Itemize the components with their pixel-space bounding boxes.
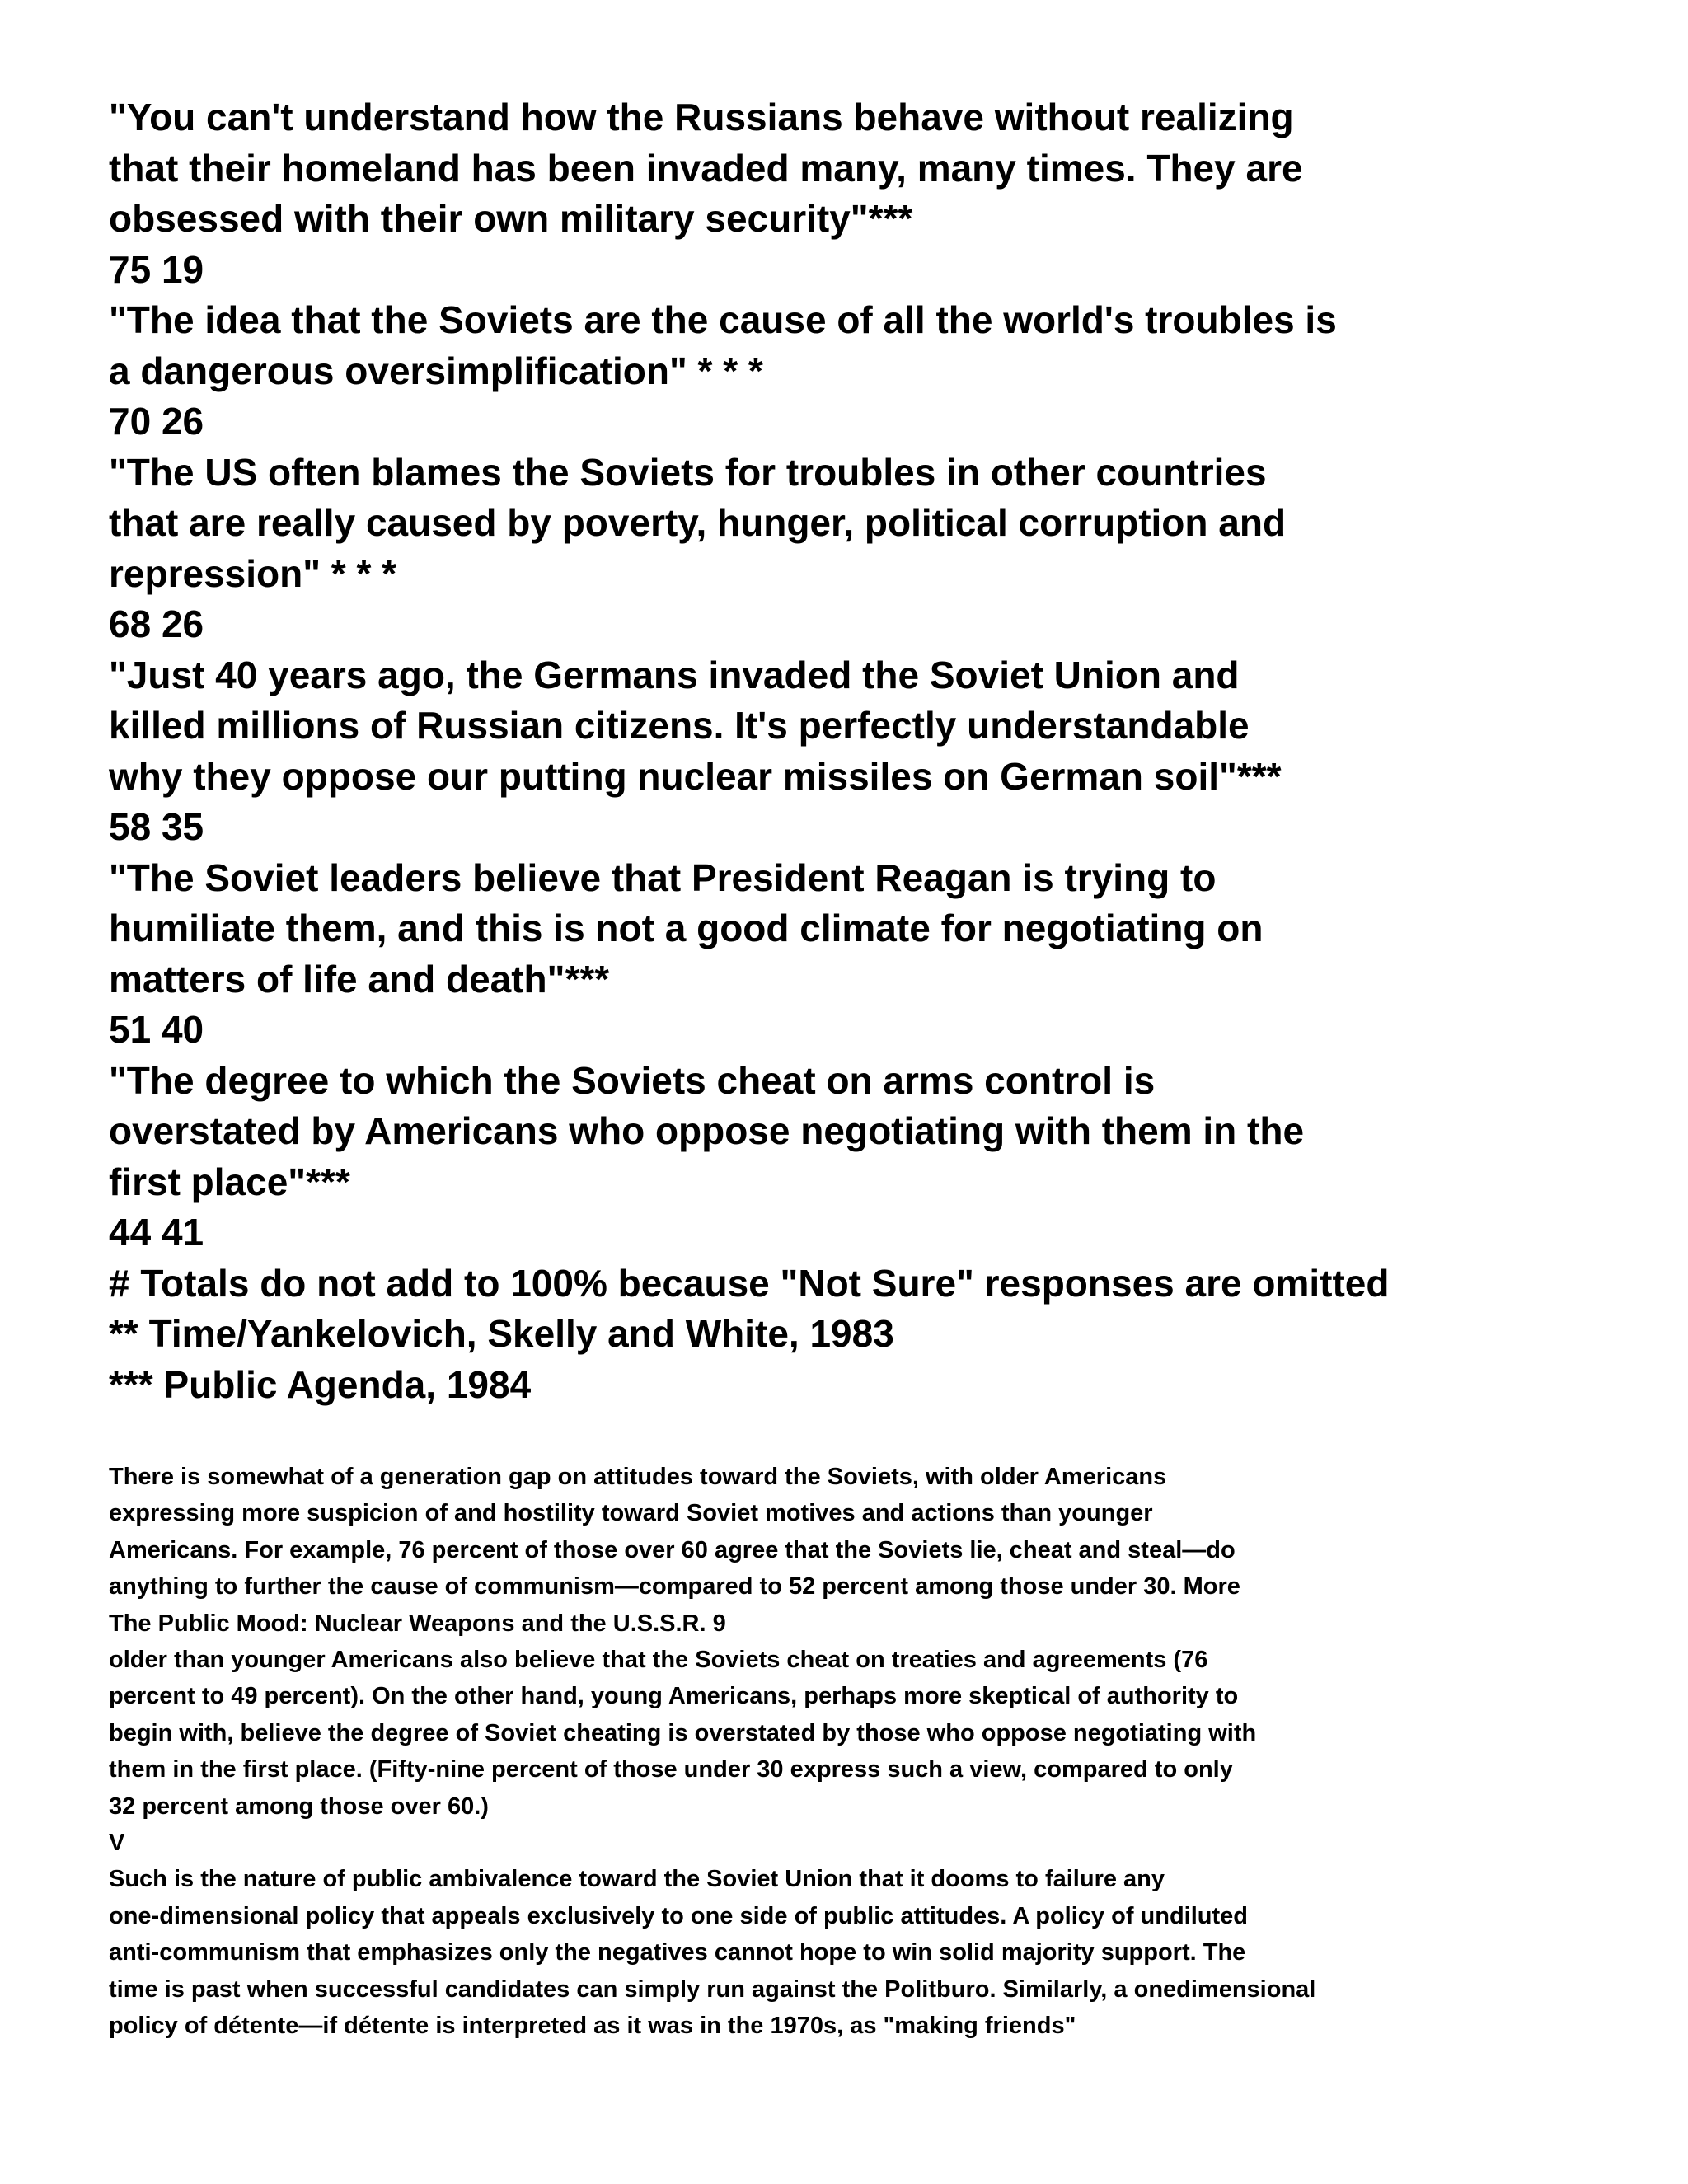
- body-text-line: begin with, believe the degree of Soviet cheating is overstated by those who oppose negotiating with: [109, 1719, 1257, 1746]
- survey-line: that are really caused by poverty, hunger, political corruption and: [109, 501, 1287, 544]
- survey-line: matters of life and death"***: [109, 957, 610, 1001]
- survey-line: why they oppose our putting nuclear missiles on German soil"***: [109, 754, 1282, 798]
- body-text-line: anti-communism that emphasizes only the negatives cannot hope to win solid majority support. The: [109, 1939, 1246, 1966]
- body-text-line: Such is the nature of public ambivalence toward the Soviet Union that it dooms to failure any: [109, 1866, 1165, 1893]
- survey-line: obsessed with their own military security"***: [109, 197, 913, 240]
- footnote-source: ** Time/Yankelovich, Skelly and White, 1983: [109, 1312, 894, 1355]
- body-text-line: them in the first place. (Fifty-nine percent of those under 30 express such a view, compared to only: [109, 1756, 1233, 1783]
- body-text-line: 32 percent among those over 60.): [109, 1793, 489, 1820]
- survey-line: killed millions of Russian citizens. It's perfectly understandable: [109, 704, 1250, 747]
- survey-line: humiliate them, and this is not a good climate for negotiating on: [109, 907, 1264, 949]
- body-text-line: one-dimensional policy that appeals exclusively to one side of public attitudes. A policy of undiluted: [109, 1902, 1249, 1929]
- survey-line: overstated by Americans who oppose negotiating with them in the: [109, 1109, 1305, 1152]
- survey-line: that their homeland has been invaded many, many times. They are: [109, 146, 1303, 190]
- survey-figures: 58 35: [109, 805, 204, 848]
- footnote-totals: # Totals do not add to 100% because "Not Sure" responses are omitted: [109, 1261, 1390, 1305]
- survey-line: "The Soviet leaders believe that President Reagan is trying to: [109, 855, 1217, 899]
- survey-line: "You can't understand how the Russians behave without realizing: [109, 96, 1294, 138]
- survey-line: "The US often blames the Soviets for troubles in other countries: [109, 450, 1267, 494]
- body-text-line: percent to 49 percent). On the other hand, young Americans, perhaps more skeptical of authority to: [109, 1683, 1239, 1710]
- body-text-line: There is somewhat of a generation gap on attitudes toward the Soviets, with older Americans: [109, 1464, 1167, 1490]
- running-header: The Public Mood: Nuclear Weapons and the U.S.S.R. 9: [109, 1610, 726, 1637]
- survey-results-block: [109, 92, 1389, 1410]
- survey-line: repression" * * *: [109, 551, 397, 595]
- survey-figures: 44 41: [109, 1211, 204, 1254]
- body-text-line: older than younger Americans also believe that the Soviets cheat on treaties and agreements (76: [109, 1647, 1208, 1674]
- survey-line: "Just 40 years ago, the Germans invaded the Soviet Union and: [109, 653, 1240, 696]
- body-text-line: Americans. For example, 76 percent of those over 60 agree that the Soviets lie, cheat and steal—do: [109, 1536, 1236, 1563]
- survey-figures: 68 26: [109, 602, 204, 645]
- survey-line: first place"***: [109, 1160, 350, 1203]
- survey-line: a dangerous oversimplification" * * *: [109, 349, 763, 392]
- survey-figures: 51 40: [109, 1008, 204, 1051]
- body-text-line: policy of détente—if détente is interpreted as it was in the 1970s, as "making friends": [109, 2013, 1076, 2040]
- body-text-line: anything to further the cause of communism—compared to 52 percent among those under 30. More: [109, 1573, 1240, 1601]
- body-text-line: time is past when successful candidates can simply run against the Politburo. Similarly, a onedimensional: [109, 1975, 1316, 2003]
- survey-figures: 75 19: [109, 247, 204, 291]
- section-marker: V: [109, 1830, 125, 1857]
- survey-figures: 70 26: [109, 400, 204, 443]
- survey-line: "The idea that the Soviets are the cause of all the world's troubles is: [109, 298, 1337, 341]
- survey-line: "The degree to which the Soviets cheat on arms control is: [109, 1058, 1156, 1102]
- body-text-block: [109, 1459, 1315, 2045]
- body-text-line: expressing more suspicion of and hostility toward Soviet motives and actions than younger: [109, 1500, 1153, 1527]
- footnote-source: *** Public Agenda, 1984: [109, 1362, 532, 1406]
